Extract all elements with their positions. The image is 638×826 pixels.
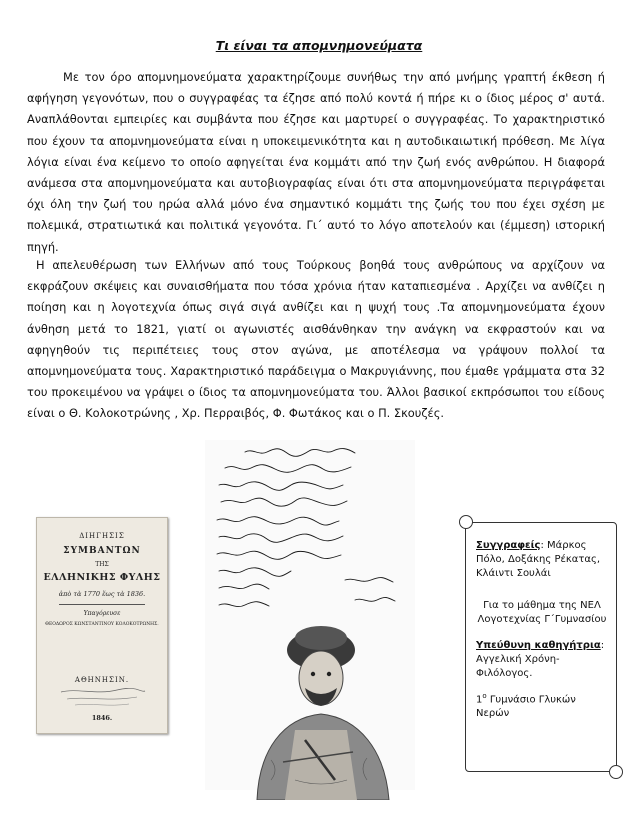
- cover-line: ΣΥΜΒΑΝΤΩΝ: [63, 546, 141, 556]
- credits-scroll-box: [465, 522, 617, 772]
- cover-rule: [59, 604, 145, 605]
- authors-names: : Μάρκος Πόλο, Δοξάκης Ρέκατας, Κλάιντι Σουλάι: [476, 540, 601, 579]
- cover-line: ἀπὸ τὰ 1770 ἕως τὰ 1836.: [58, 590, 146, 598]
- authors-text: [476, 539, 608, 581]
- cover-line: Υπαγόρευσε: [83, 610, 121, 617]
- cover-line: ΕΛΛΗΝΙΚΗΣ ΦΥΛΗΣ: [43, 572, 161, 583]
- teacher-label: Υπεύθυνη καθηγήτρια: [476, 640, 601, 651]
- cover-imprint-scribble: [57, 686, 147, 708]
- cover-line: ΘΕΟΔΩΡΟΣ ΚΩΝΣΤΑΝΤΙΝΟΥ ΚΟΛΟΚΟΤΡΩΝΗΣ.: [45, 622, 159, 627]
- school-number: 1: [476, 694, 483, 706]
- portrait-image: [235, 590, 410, 800]
- cover-line: ΔΙΗΓΗΣΙΣ: [79, 532, 125, 540]
- teacher-text: [476, 639, 608, 681]
- course-text: Για το μάθημα της ΝΕΛ Λογοτεχνίας Γ΄Γυμνασίου: [477, 600, 607, 625]
- school-ordinal: ο: [482, 692, 487, 700]
- cover-line: ΑΘΗΝΗΣΙΝ.: [74, 676, 130, 684]
- authors-label: Συγγραφείς: [476, 540, 541, 551]
- book-cover-image: [36, 517, 168, 734]
- cover-line: ΤΗΣ: [95, 561, 109, 568]
- definition-paragraph: Με τον όρο απομνημονεύματα χαρακτηρίζουμε συνήθως την από μνήμης γραπτή έκθεση ή αφήγηση γεγονότων, που ο συγγραφέας τα έζησε από πολύ κοντά ή πήρε κι ο ίδιος μέρος σ' αυτά. Αναπλάθονται εμπειρίες και συμβάντα που έζησε και μαρτυρεί ο συγγραφέας. Το χαρακτηριστικό που έχουν τα απομνημονεύματα είναι η υποκειμενικότητα και η αυτοδικαιωτική πρόθεση. Με λίγα λόγια είναι ένα κείμενο το οποίο αφηγείται ένα κομμάτι από την ζωή ενός ανθρώπου. Η διαφορά ανάμεσα στα απομνημονεύματα και αυτοβιογραφίας είναι ότι στα απομνημονεύματα περιγράφεται όχι όλη την ζωή του ηρώα αλλά μόνο ένα σημαντικό κομμάτι της ζωής του που έχει σχέση με πολεμικά, στρατιωτικά και πολιτικά γεγονότα. Γι΄ αυτό το λόγο αποτελούν και (έμμεση) ιστορική πηγή.: [27, 70, 605, 254]
- school-text: [476, 689, 608, 721]
- school-name: Γυμνάσιο Γλυκών Νερών: [476, 694, 576, 720]
- history-paragraph: Η απελευθέρωση των Ελλήνων από τους Τούρκους βοηθά τους ανθρώπους να αρχίζουν να εκφράζουν σκέψεις και συναισθήματα που τόσα χρόνια ήταν καταπιεσμένα . Αρχίζει να ανθίζει η ποίηση και η λογοτεχνία όπως σιγά σιγά ανθίζει και η ψυχή τους .Τα απομνημονεύματα έχουν άνθηση μετά το 1821, γιατί οι αγωνιστές αισθάνθηκαν την ανάγκη να εκφραστούν και να αφηγηθούν τις περιπέτειες τους στον αγώνα, με αποτέλεσμα να γράψουν πολλοί τα απομνημονεύματα τους. Χαρακτηριστικό παράδειγμα ο Μακρυγιάννης, που έμαθε γράμματα στα 32 του προκειμένου να γράψει ο ίδιος τα απομνημονεύματα του. Άλλοι βασικοί εκπρόσωποι του είδους είναι ο Θ. Κολοκοτρώνης , Χρ. Περραιβός, Φ. Φωτάκος και ο Π. Σκουζές.: [27, 258, 605, 421]
- page-title: Τι είναι τα απομνημονεύματα: [215, 38, 423, 53]
- cover-line: 1846.: [91, 714, 113, 722]
- teacher-name: : Αγγελική Χρόνη- Φιλόλογος.: [476, 640, 605, 679]
